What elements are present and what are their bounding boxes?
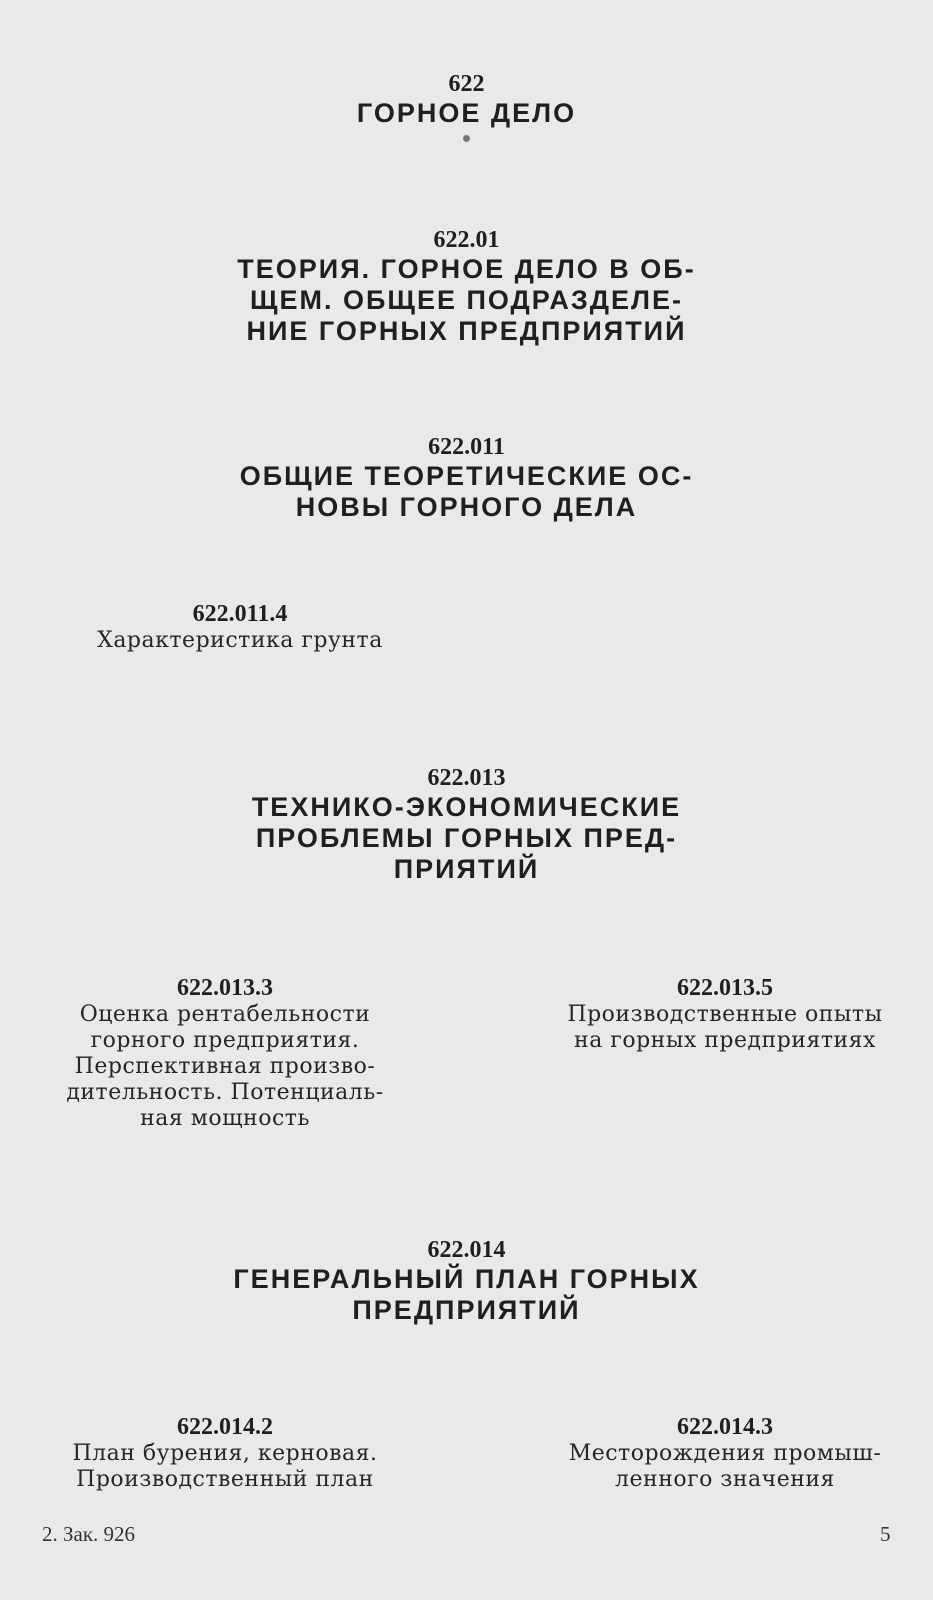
section-title-line: ЩЕМ. ОБЩЕЕ ПОДРАЗДЕЛЕ- [250, 285, 683, 315]
section-title-line: ПРИЯТИЙ [393, 854, 540, 884]
section-description-line: ная мощность [140, 1106, 310, 1131]
section-description-line: Производственный план [76, 1467, 374, 1492]
section-622 [0, 70, 933, 142]
section-title: ГОРНОЕ ДЕЛО [356, 98, 577, 128]
section-title-line: ПРОБЛЕМЫ ГОРНЫХ ПРЕД- [255, 823, 678, 853]
section-title-line: ГЕНЕРАЛЬНЫЙ ПЛАН ГОРНЫХ [233, 1264, 700, 1294]
section-622-013-5 [520, 974, 930, 1054]
section-code: 622.014.2 [177, 1414, 273, 1440]
section-description-line: дительность. Потенциаль- [66, 1080, 384, 1105]
section-description-line: горного предприятия. [90, 1028, 360, 1053]
section-code: 622 [448, 71, 485, 97]
section-description-line: Оценка рентабельности [79, 1002, 371, 1027]
bullet-dot-icon [463, 135, 470, 142]
section-622-014-2 [20, 1413, 430, 1493]
section-code: 622.011.4 [192, 601, 288, 627]
section-code: 622.013.5 [677, 975, 773, 1001]
section-title-line: НИЕ ГОРНЫХ ПРЕДПРИЯТИЙ [246, 316, 687, 346]
section-code: 622.014 [427, 1237, 506, 1263]
footer-signature: 2. Зак. 926 [42, 1522, 136, 1546]
section-code: 622.011 [428, 434, 505, 460]
section-code: 622.014.3 [677, 1414, 773, 1440]
section-description-line: Характеристика грунта [97, 628, 383, 653]
section-622-013 [0, 764, 933, 885]
section-title-line: НОВЫ ГОРНОГО ДЕЛА [295, 492, 638, 522]
section-code: 622.013 [427, 765, 506, 791]
section-code: 622.013.3 [177, 975, 273, 1001]
section-description-line: на горных предприятиях [574, 1028, 876, 1053]
section-description-line: ленного значения [615, 1467, 835, 1492]
section-622-014 [0, 1236, 933, 1326]
section-622-011 [0, 433, 933, 523]
section-title-line: ОБЩИЕ ТЕОРЕТИЧЕСКИЕ ОС- [239, 461, 694, 491]
section-title-line: ТЕХНИКО-ЭКОНОМИЧЕСКИЕ [251, 792, 682, 822]
section-code: 622.01 [433, 227, 500, 253]
section-622-011-4 [30, 600, 450, 654]
section-description-line: Месторождения промыш- [568, 1441, 882, 1466]
section-description-line: Перспективная произво- [74, 1054, 376, 1079]
section-description-line: План бурения, керновая. [72, 1441, 378, 1466]
section-title-line: ТЕОРИЯ. ГОРНОЕ ДЕЛО В ОБ- [237, 254, 696, 284]
section-description-line: Производственные опыты [567, 1002, 883, 1027]
section-622-013-3 [20, 974, 430, 1132]
page-number: 5 [880, 1522, 891, 1546]
section-622-01 [0, 226, 933, 347]
section-title-line: ПРЕДПРИЯТИЙ [352, 1295, 581, 1325]
section-622-014-3 [520, 1413, 930, 1493]
